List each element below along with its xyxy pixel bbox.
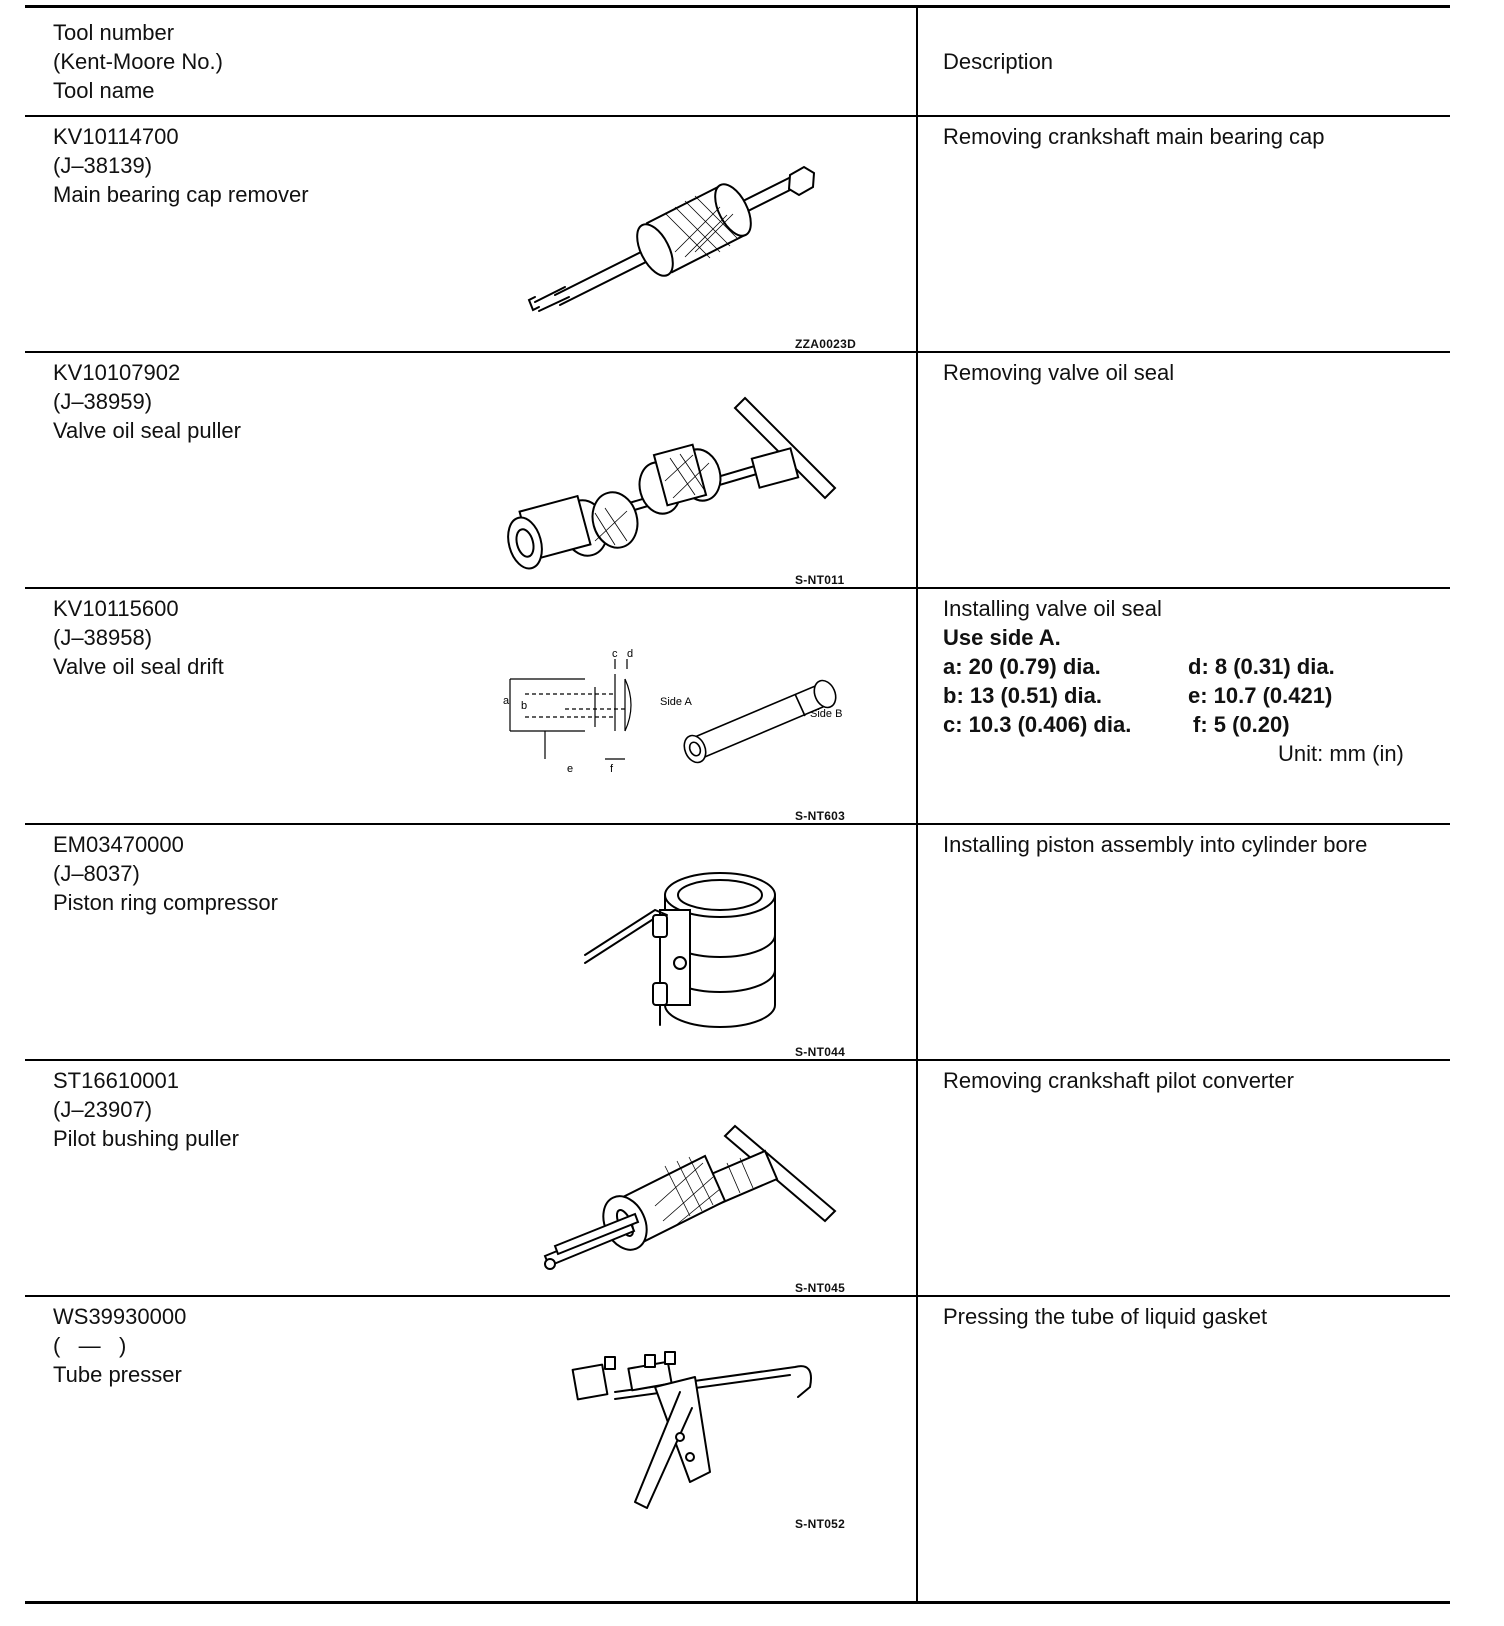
dimension-label-d: d	[627, 648, 634, 660]
table-row	[25, 825, 1450, 1071]
tool-number: KV10115600	[53, 596, 179, 621]
dimension-label-c: c	[612, 648, 618, 660]
seal-puller-icon	[465, 363, 905, 593]
tool-name: Piston ring compressor	[53, 890, 278, 915]
tool-description: Installing valve oil seal	[943, 596, 1162, 621]
kent-moore-number: (J–8037)	[53, 861, 140, 886]
table-row	[25, 1061, 1450, 1307]
tool-number: KV10114700	[53, 124, 179, 149]
tool-identity	[53, 358, 241, 445]
ring-compressor-icon	[465, 835, 905, 1065]
dimension-a: a: 20 (0.79) dia.	[943, 654, 1101, 679]
header-tool-column	[53, 18, 223, 105]
use-side-note: Use side A.	[943, 625, 1061, 650]
figure-code: S-NT052	[795, 1517, 846, 1531]
special-tools-table	[25, 5, 1450, 1605]
tool-description: Installing piston assembly into cylinder bore	[943, 832, 1368, 857]
kent-moore-number: (J–23907)	[53, 1097, 153, 1122]
tool-description: Pressing the tube of liquid gasket	[943, 1304, 1268, 1329]
side-a-label: Side A	[660, 696, 692, 708]
header-kent-moore: (Kent-Moore No.)	[53, 49, 223, 74]
tool-name: Valve oil seal puller	[53, 418, 241, 443]
unit-note: Unit: mm (in)	[1278, 741, 1404, 766]
tool-identity	[53, 1302, 186, 1389]
header-tool-number: Tool number	[53, 20, 175, 45]
tool-name: Pilot bushing puller	[53, 1126, 239, 1151]
dimension-c: c: 10.3 (0.406) dia.	[943, 712, 1132, 737]
tool-identity	[53, 122, 309, 209]
header-description: Description	[943, 49, 1054, 74]
kent-moore-number: ( — )	[53, 1333, 127, 1358]
table-row	[25, 589, 1450, 835]
figure-code: S-NT603	[795, 809, 846, 823]
table-row	[25, 117, 1450, 363]
kent-moore-number: (J–38959)	[53, 389, 153, 414]
tool-description: Removing crankshaft pilot converter	[943, 1068, 1294, 1093]
dimension-e: e: 10.7 (0.421)	[1188, 683, 1333, 708]
tube-presser-icon	[465, 1307, 905, 1537]
tool-description: Removing crankshaft main bearing cap	[943, 124, 1325, 149]
figure-code: S-NT011	[795, 573, 845, 587]
tool-number: KV10107902	[53, 360, 181, 385]
kent-moore-number: (J–38958)	[53, 625, 153, 650]
table-row	[25, 1297, 1450, 1543]
tool-number: EM03470000	[53, 832, 184, 857]
dimension-label-f: f	[610, 763, 614, 775]
kent-moore-number: (J–38139)	[53, 153, 153, 178]
dimension-label-a: a	[503, 695, 510, 707]
seal-drift-icon	[465, 599, 905, 829]
tool-name: Main bearing cap remover	[53, 182, 309, 207]
tool-number: ST16610001	[53, 1068, 179, 1093]
figure-code: ZZA0023D	[795, 337, 857, 351]
dimension-b: b: 13 (0.51) dia.	[943, 683, 1102, 708]
tool-number: WS39930000	[53, 1304, 187, 1329]
side-b-label: Side B	[810, 708, 843, 720]
drift-spec	[943, 594, 1404, 766]
tool-identity	[53, 594, 224, 681]
figure-code: S-NT044	[795, 1045, 846, 1059]
figure-code: S-NT045	[795, 1281, 846, 1295]
dimension-d: d: 8 (0.31) dia.	[1188, 654, 1335, 679]
dimension-f: f: 5 (0.20)	[1193, 712, 1290, 737]
tool-description: Removing valve oil seal	[943, 360, 1175, 385]
header-tool-name: Tool name	[53, 78, 155, 103]
table-bottom-rule	[25, 1601, 1450, 1604]
dimension-label-b: b	[521, 700, 528, 712]
tool-name: Valve oil seal drift	[53, 654, 224, 679]
tool-identity	[53, 830, 278, 917]
table-top-rule	[25, 5, 1450, 8]
dimension-label-e: e	[567, 763, 574, 775]
bushing-puller-icon	[465, 1071, 905, 1301]
tool-identity	[53, 1066, 239, 1153]
table-row	[25, 353, 1450, 599]
slide-hammer-icon	[465, 127, 905, 357]
tool-name: Tube presser	[53, 1362, 182, 1387]
